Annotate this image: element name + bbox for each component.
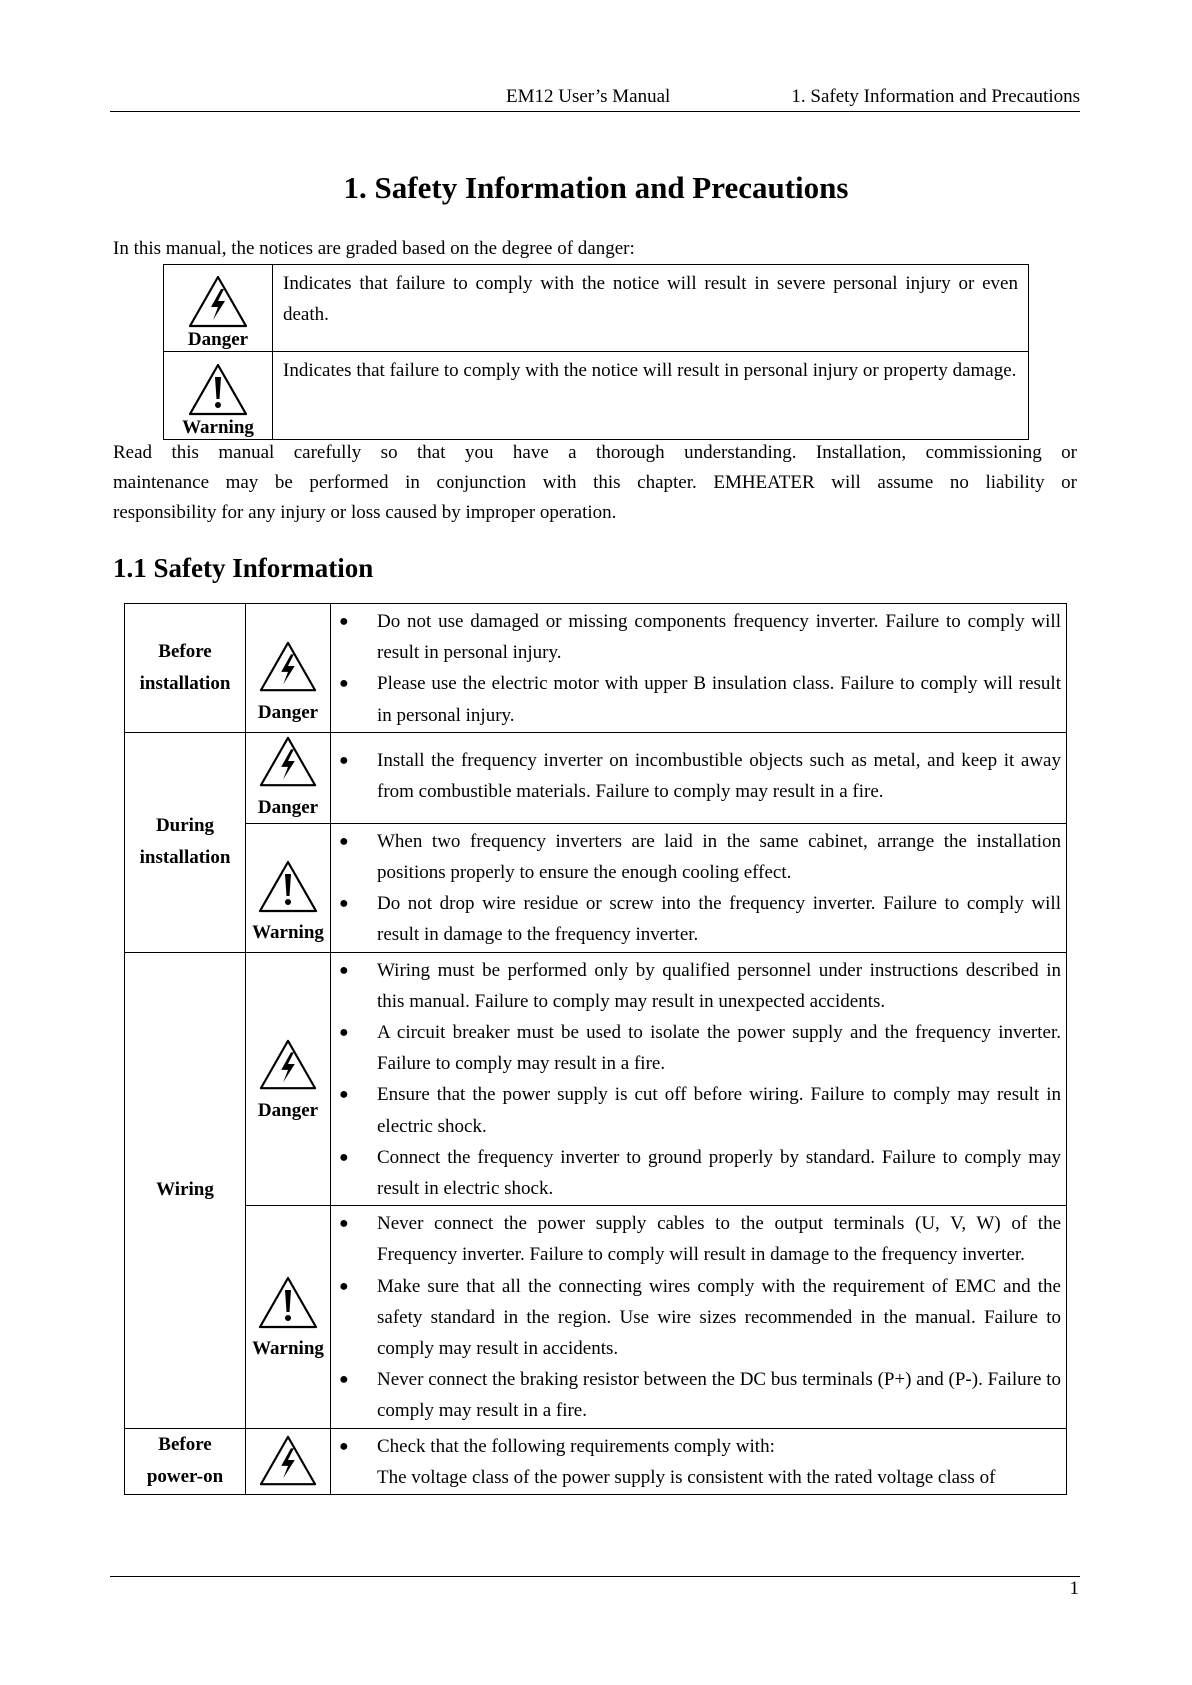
- read-line: Read this manual carefully so that you have a thorough understanding. Installation, commissioning or: [113, 442, 1077, 463]
- danger-label: Danger: [257, 796, 319, 818]
- page-header: [110, 83, 1080, 112]
- list-item: ● Ensure that the power supply is cut off before wiring. Failure to comply may result in electric shock.: [339, 1079, 1061, 1141]
- grade-icon-cell: [164, 352, 273, 440]
- warning-icon: [187, 362, 249, 418]
- category-label: installation: [139, 847, 231, 869]
- danger-icon: [258, 638, 318, 696]
- icon-cell: [246, 732, 331, 823]
- row-wiring-warning: [125, 1206, 1067, 1428]
- items-cell: [331, 823, 1067, 952]
- icon-cell: [246, 1206, 331, 1428]
- danger-icon: [258, 1432, 318, 1490]
- items-cell: [331, 1428, 1067, 1494]
- items-cell: [331, 732, 1067, 823]
- list-item: ● Check that the following requirements comply with:: [339, 1431, 1061, 1462]
- items-cell: [331, 604, 1067, 733]
- read-paragraph: [113, 438, 1077, 528]
- intro-text: In this manual, the notices are graded based on the degree of danger:: [113, 238, 635, 259]
- category-label: installation: [139, 672, 231, 694]
- continuation-text: The voltage class of the power supply is consistent with the rated voltage class of: [377, 1466, 996, 1488]
- grade-row-warning: [164, 352, 1029, 440]
- read-line: maintenance may be performed in conjunction with this chapter. EMHEATER will assume no liability or: [113, 472, 1077, 493]
- warning-label: Warning: [252, 921, 324, 943]
- list-item: ● Do not use damaged or missing components frequency inverter. Failure to comply will result in personal injury.: [339, 606, 1061, 668]
- icon-cell: [246, 1428, 331, 1494]
- grade-text-danger: Indicates that failure to comply with the notice will result in severe personal injury or even death.: [273, 265, 1029, 352]
- header-section: 1. Safety Information and Precautions: [791, 86, 1080, 107]
- items-cell: [331, 952, 1067, 1206]
- list-item: ● Connect the frequency inverter to ground properly by standard. Failure to comply may result in electric shock.: [339, 1142, 1061, 1204]
- grade-icon-cell: [164, 265, 273, 352]
- grade-row-danger: [164, 265, 1029, 352]
- list-item: ● When two frequency inverters are laid in the same cabinet, arrange the installation positions properly to ensure the enough cooling effect.: [339, 826, 1061, 888]
- grade-text-warning: Indicates that failure to comply with the notice will result in personal injury or property damage.: [273, 352, 1029, 440]
- items-cell: [331, 1206, 1067, 1428]
- grade-table: [163, 264, 1029, 440]
- list-item: ● Do not drop wire residue or screw into the frequency inverter. Failure to comply will result in damage to the frequency inverter.: [339, 888, 1061, 950]
- page-number: 1: [1069, 1578, 1079, 1599]
- read-line: responsibility for any injury or loss caused by improper operation.: [113, 502, 617, 523]
- danger-icon: [258, 733, 318, 791]
- category-cell: [125, 604, 246, 733]
- list-item: ● Install the frequency inverter on incombustible objects such as metal, and keep it away from combustible materials. Failure to comply may result in a fire.: [339, 745, 1061, 807]
- page-title: 1. Safety Information and Precautions: [343, 170, 849, 205]
- row-before-power-on: [125, 1428, 1067, 1494]
- list-item: ● Please use the electric motor with upper B insulation class. Failure to comply will result in personal injury.: [339, 668, 1061, 730]
- list-item: ● A circuit breaker must be used to isolate the power supply and the frequency inverter. Failure to comply may result in a fire.: [339, 1017, 1061, 1079]
- icon-cell: [246, 823, 331, 952]
- danger-label: Danger: [257, 701, 319, 723]
- danger-label: Danger: [257, 1099, 319, 1121]
- list-item: ● Never connect the braking resistor between the DC bus terminals (P+) and (P-). Failure to comply may result in a fire.: [339, 1364, 1061, 1426]
- row-during-installation-danger: [125, 732, 1067, 823]
- row-wiring-danger: [125, 952, 1067, 1206]
- list-item: ● Wiring must be performed only by qualified personnel under instructions described in this manual. Failure to comply may result in unexpected accidents.: [339, 955, 1061, 1017]
- category-cell: [125, 952, 246, 1428]
- warning-icon: [257, 1274, 319, 1332]
- danger-icon: [187, 274, 249, 330]
- category-label: Wiring: [156, 1179, 214, 1201]
- category-cell: [125, 732, 246, 952]
- warning-label: Warning: [252, 1337, 324, 1359]
- danger-icon: [258, 1036, 318, 1094]
- category-label: During: [155, 815, 215, 837]
- footer-rule: [110, 1576, 1080, 1577]
- category-label: Before: [158, 1434, 212, 1456]
- warning-label: Warning: [182, 417, 254, 438]
- list-item: ● Make sure that all the connecting wires comply with the requirement of EMC and the safety standard in the region. Use wire sizes recommended in the manual. Failure to comply may result in accidents.: [339, 1271, 1061, 1365]
- icon-cell: [246, 604, 331, 733]
- row-before-installation: [125, 604, 1067, 733]
- section-heading: 1.1 Safety Information: [113, 553, 374, 583]
- list-item: ● Never connect the power supply cables to the output terminals (U, V, W) of the Frequency inverter. Failure to comply will result in damage to the frequency inverter.: [339, 1208, 1061, 1270]
- safety-table: [124, 603, 1067, 1495]
- warning-icon: [257, 858, 319, 916]
- manual-title: EM12 User’s Manual: [506, 86, 671, 107]
- danger-label: Danger: [187, 329, 249, 350]
- category-label: power-on: [146, 1466, 224, 1488]
- category-cell: [125, 1428, 246, 1494]
- category-label: Before: [158, 640, 212, 662]
- icon-cell: [246, 952, 331, 1206]
- row-during-installation-warning: [125, 823, 1067, 952]
